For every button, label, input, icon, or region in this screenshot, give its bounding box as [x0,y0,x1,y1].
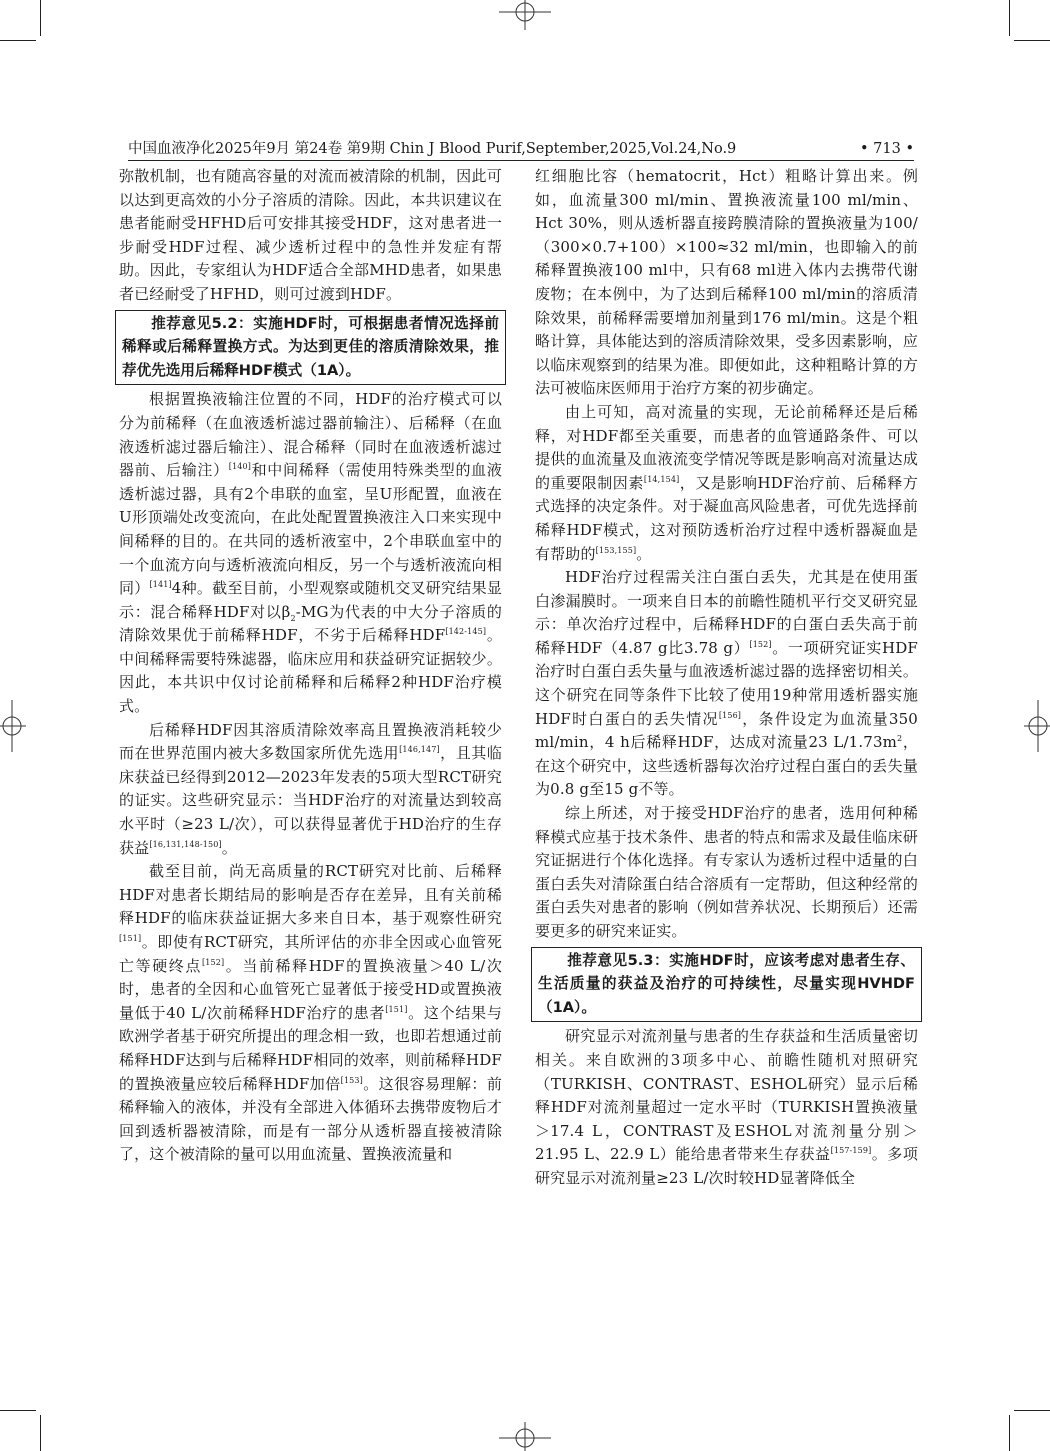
citation-ref: [16,131,148-150] [149,839,222,849]
text-run: 。当前稀释HDF的置换液量＞40 L/次时，患者的全因和心血管死亡显著低于接受HD或置换液量低于40 L/次前稀释HDF治疗的患者 [119,956,502,1022]
journal-citation: 中国血液净化2025年9月 第24卷 第9期 Chin J Blood Purif,September,2025,Vol.24,No.9 [128,141,737,157]
text-run: 后稀释HDF因其溶质清除效率高且置换液消耗较少而在世界范围内被大多数国家所优先选用 [119,720,502,763]
crop-mark [40,0,41,36]
paragraph [535,401,918,566]
text-run: ，条件设定为血流量350 ml/min，4 h后稀释HDF，达成对流量23 L/1.73m [535,709,918,752]
right-column [535,165,918,1191]
citation-ref: [156] [718,710,742,720]
text-run: 。一项研究证实HDF治疗时白蛋白丢失量与血液透析滤过器的选择密切相关。这个研究在同等条件下比较了使用19种常用透析器实施HDF时白蛋白的丢失情况 [535,638,918,728]
text-run: 由上可知，高对流量的实现，无论前稀释还是后稀释，对HDF都至关重要，而患者的血管通路条件、可以提供的血流量及血液流变学情况等既是影响高对流量达成的重要限制因素 [535,402,918,492]
citation-ref: [151] [385,1004,408,1014]
citation-ref: [14,154] [643,474,680,484]
text-run: 。多项研究显示对流剂量≥23 L/次时较HD显著降低全 [535,1145,918,1187]
paragraph [119,388,502,718]
page-number: • 713 • [860,141,914,157]
text-run: 截至目前，尚无高质量的RCT研究对比前、后稀释HDF对患者长期结局的影响是否存在差异，且有关前稀释HDF的临床获益证据大多来自日本，基于观察性研究 [119,862,502,928]
citation-ref: [153] [340,1075,363,1085]
running-header [128,138,914,161]
text-run: 4种。截至目前，小型观察或随机交叉研究结果显示：混合稀释HDF对以β [119,579,502,621]
crop-mark [0,1410,36,1411]
crop-mark [1014,40,1050,41]
citation-ref: [146,147] [399,745,440,755]
paragraph [119,860,502,1167]
text-run: 和中间稀释（需使用特殊类型的血液透析滤过器，具有2个串联的血室，呈U形配置，血液在U形顶端处改变流向，在此处配置置换液注入口来实现中间稀释的目的。在共同的透析液室中，2个串联血室中的一个血流方向与透析液流向相反，另一个与透析液流向相同） [119,461,502,598]
citation-ref: [140] [228,462,252,472]
text-run: ，且其临床获益已经得到2012—2023年发表的5项大型RCT研究的证实。这些研究显示：当HDF治疗的对流量达到较高水平时（≥23 L/次），可以获得显著优于HD治疗的生存获益 [119,744,503,857]
paragraph: 弥散机制，也有随高容量的对流而被清除的机制，因此可以达到更高效的小分子溶质的清除。因此，本共识建议在患者能耐受HFHD后可安排其接受HDF，这对患者进一步耐受HDF过程、减少透析过程中的急性并发症有帮助。因此，专家组认为HDF适合全部MHD患者，如果患者已经耐受了HFHD，则可过渡到HDF。 [119,167,502,303]
text-run: ，又是影响HDF治疗前、后稀释方式选择的决定条件。对于凝血高风险患者，可优先选择前稀释HDF模式，这对预防透析治疗过程中透析器凝血是有帮助的 [535,473,918,563]
left-registration-mark [0,700,26,752]
text-run: 。这很容易理解：前稀释输入的液体，并没有全部进入体循环去携带废物后才回到透析器被清除，而是有一部分从透析器直接被清除了，这个被清除的量可以用血流量、置换液流量和 [119,1074,502,1164]
citation-ref: [153,155] [595,545,637,555]
citation-ref: [151] [119,934,142,943]
top-registration-mark [499,0,551,30]
text-run: 。这个结果与欧洲学者基于研究所提出的理念相一致，也即若想通过前稀释HDF达到与后稀释HDF相同的效率，则前稀释HDF的置换液量应较后稀释HDF加倍 [119,1003,503,1093]
citation-ref: [152] [749,639,772,649]
bottom-registration-mark [499,1422,551,1451]
text-run: -MG为代表的中大分子溶质的清除效果优于前稀释HDF，不劣于后稀释HDF [119,602,502,645]
paragraph [119,719,502,861]
paragraph [535,1025,918,1190]
citation-ref: [157-159] [830,1146,872,1156]
recommendation-5-2-box: 推荐意见5.2：实施HDF时，可根据患者情况选择前稀释或后稀释置换方式。为达到更佳的溶质清除效果，推荐优先选用后稀释HDF模式（1A）。 [115,310,506,386]
citation-ref: [141] [149,580,172,590]
text-run: 根据置换液输注位置的不同，HDF的治疗模式可以分为前稀释（在血液透析滤过器前输注）、后稀释（在血液透析滤过器后输注）、混合稀释（同时在血液透析滤过器前、后输注） [119,390,502,480]
superscript: 2 [897,734,903,744]
crop-mark [1009,0,1010,36]
left-column [119,165,502,1167]
text-run: ，在这个研究中，这些透析器每次治疗过程白蛋白的丢失量为0.8 g至15 g不等。 [535,733,918,799]
citation-ref: [152] [202,957,225,967]
text-run: 。 [636,544,652,563]
paragraph: 综上所述，对于接受HDF治疗的患者，选用何种稀释模式应基于技术条件、患者的特点和需求及最佳临床研究证据进行个体化选择。有专家认为透析过程中适量的白蛋白丢失对清除蛋白结合溶质有一定帮助，但这种经常的蛋白丢失对患者的影响（例如营养状况、长期预后）还需要更多的研究来证实。 [535,804,918,940]
citation-ref: [142-145] [445,627,487,637]
text-run: 研究显示对流剂量与患者的生存获益和生活质量密切相关。来自欧洲的3项多中心、前瞻性随机对照研究（TURKISH、CONTRAST、ESHOL研究）显示后稀释HDF对流剂量超过一定水平时（TURKISH置换液量＞17.4 L，CONTRAST及ESHOL对流剂量分别＞21.95 L、22.9 L）能给患者带来生存获益 [535,1027,918,1164]
text-run: 。中间稀释需要特殊滤器，临床应用和获益研究证据较少。因此，本共识中仅讨论前稀释和后稀释2种HDF治疗模式。 [119,626,502,716]
crop-mark [0,40,36,41]
recommendation-5-3-box: 推荐意见5.3：实施HDF时，应该考虑对患者生存、生活质量的获益及治疗的可持续性，尽量实现HVHDF（1A）。 [531,947,922,1023]
subscript: 2 [290,613,296,623]
text-run: 。即使有RCT研究，其所评估的亦非全因或心血管死亡等硬终点 [119,933,502,975]
paragraph: 红细胞比容（hematocrit，Hct）粗略计算出来。例如，血流量300 ml/min、置换液流量100 ml/min、Hct 30%，则从透析器直接跨膜清除的置换液量为100/（300×0.7+100）×100≈32 ml/min，也即输入的前稀释置换液100 ml中，只有68 ml进入体内去携带代谢废物；在本例中，为了达到后稀释100 ml/min的溶质清除效果，前稀释需要增加剂量到176 ml/min。这是个粗略计算，具体能达到的溶质清除效果，受多因素影响，应以临床观察到的结果为准。即便如此，这种粗略计算的方法可被临床医师用于治疗方案的初步确定。 [535,167,918,398]
crop-mark [1014,1410,1050,1411]
text-run: 。 [221,838,237,857]
crop-mark [1009,1415,1010,1451]
crop-mark [40,1415,41,1451]
right-registration-mark [1024,700,1050,752]
text-run: HDF治疗过程需关注白蛋白丢失，尤其是在使用蛋白渗漏膜时。一项来自日本的前瞻性随机平行交叉研究显示：单次治疗过程中，后稀释HDF的白蛋白丢失高于前稀释HDF（4.87 g比3.78 g） [535,568,918,657]
paragraph [535,566,918,802]
